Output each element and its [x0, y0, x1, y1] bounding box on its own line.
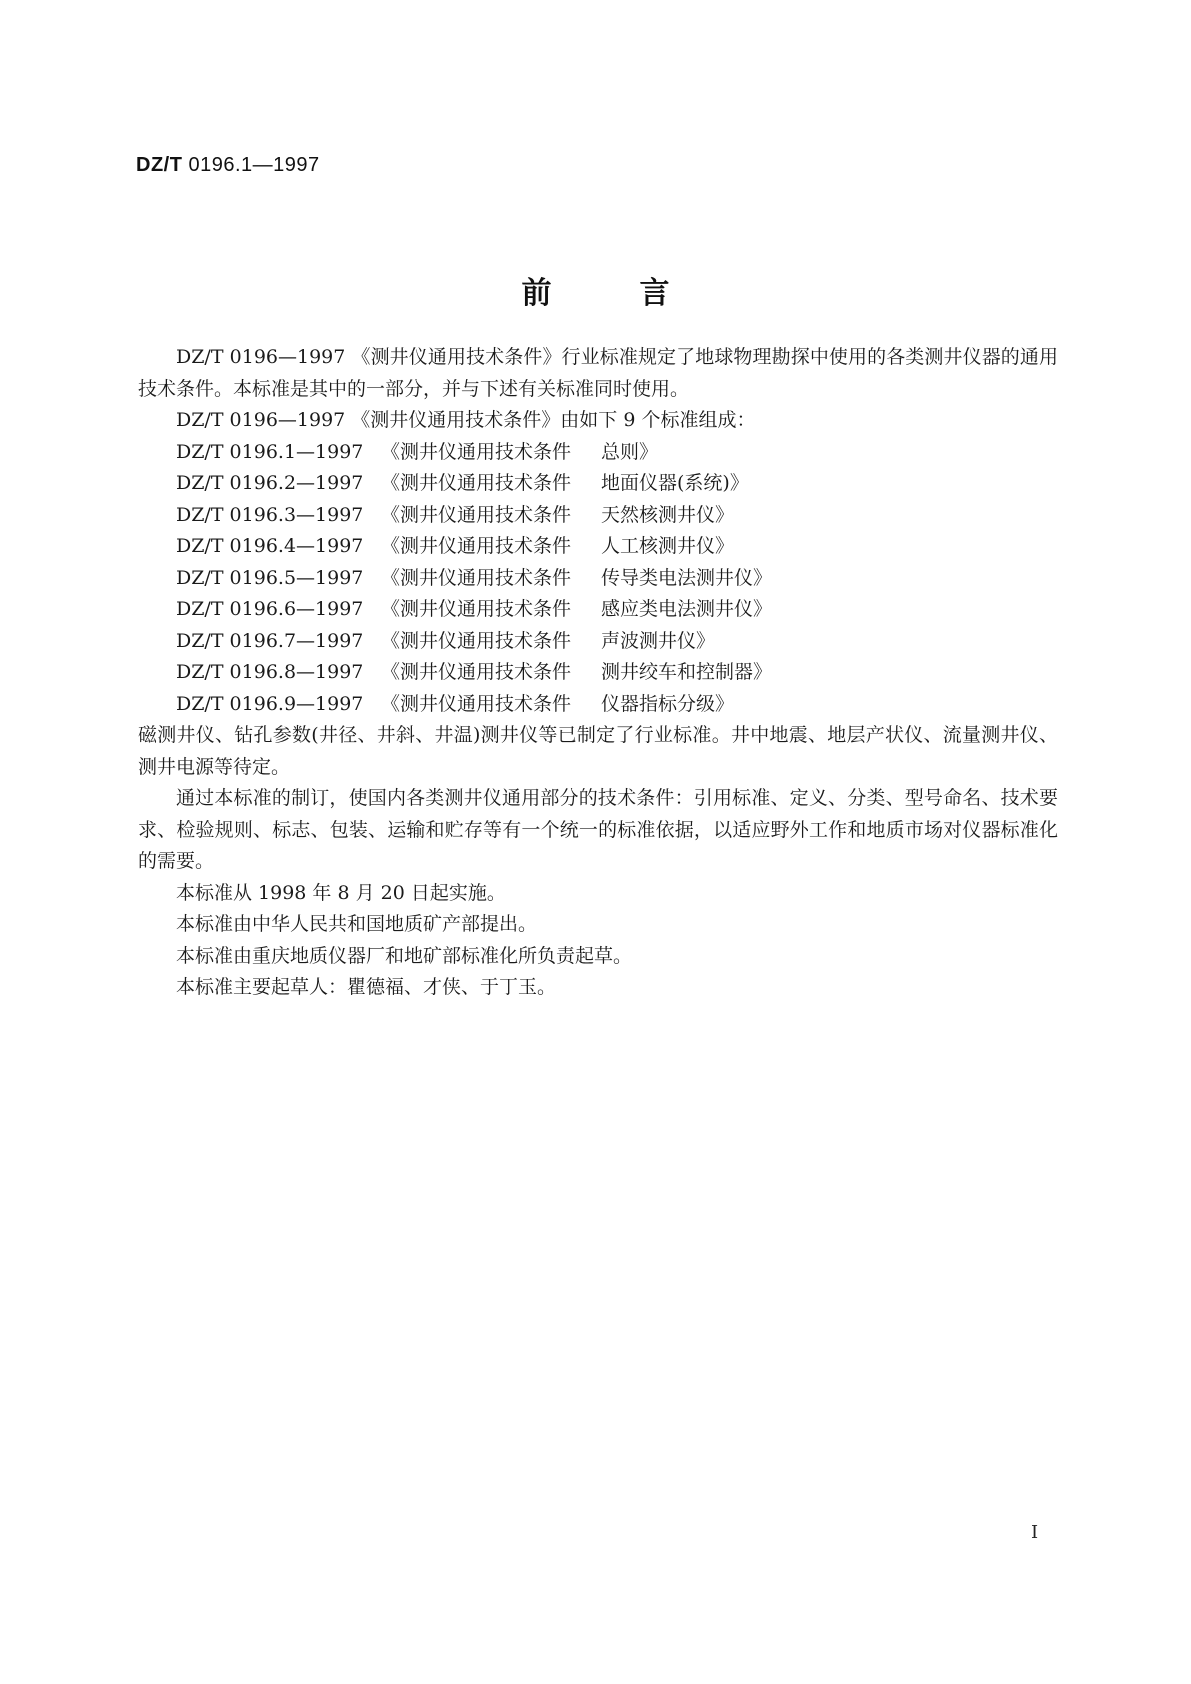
- list-item: [138, 531, 1058, 563]
- standard-name: 《测井仪通用技术条件: [381, 472, 572, 494]
- standard-part: 仪器指标分级》: [601, 692, 735, 715]
- proposed-by-paragraph: 本标准由中华人民共和国地质矿产部提出。: [176, 913, 538, 935]
- standard-name: 《测井仪通用技术条件: [381, 535, 572, 557]
- list-item: [138, 689, 1058, 721]
- standard-part: 声波测井仪》: [601, 629, 716, 652]
- standard-name: 《测井仪通用技术条件: [381, 661, 572, 683]
- standard-name: 《测井仪通用技术条件: [381, 566, 572, 589]
- standard-name: 《测井仪通用技术条件: [381, 692, 572, 715]
- standard-code: DZ/T 0196.8—1997: [176, 661, 364, 683]
- standard-code: DZ/T 0196.1—1997: [176, 440, 364, 463]
- list-item: [138, 437, 1058, 469]
- standard-name: 《测井仪通用技术条件: [381, 440, 572, 463]
- standard-code: DZ/T 0196.7—1997: [176, 629, 364, 652]
- intro-paragraph: DZ/T 0196—1997 《测井仪通用技术条件》行业标准规定了地球物理勘探中使用的各类测井仪器的通用技术条件。本标准是其中的一部分，并与下述有关标准同时使用。: [138, 346, 1058, 400]
- document-code-number: 0196.1—1997: [188, 154, 320, 176]
- drafted-by-paragraph: 本标准由重庆地质仪器厂和地矿部标准化所负责起草。: [176, 944, 633, 967]
- standard-name: 《测井仪通用技术条件: [381, 598, 572, 620]
- standard-code: DZ/T 0196.2—1997: [176, 472, 364, 494]
- list-item: [138, 594, 1058, 626]
- standard-part: 总则》: [601, 440, 659, 463]
- list-item: [138, 500, 1058, 532]
- standard-code: DZ/T 0196.4—1997: [176, 535, 364, 557]
- standard-code: DZ/T 0196.5—1997: [176, 566, 364, 589]
- document-code: [136, 154, 320, 177]
- effective-date-paragraph: 本标准从 1998 年 8 月 20 日起实施。: [176, 881, 506, 904]
- standard-part: 测井绞车和控制器》: [601, 661, 773, 683]
- standard-name: 《测井仪通用技术条件: [381, 503, 572, 526]
- page-title: 前言: [521, 276, 758, 311]
- standard-part: 地面仪器(系统)》: [601, 472, 749, 494]
- standard-part: 人工核测井仪》: [601, 535, 735, 557]
- standard-part: 天然核测井仪》: [601, 503, 735, 526]
- standard-part: 传导类电法测井仪》: [601, 566, 773, 589]
- standard-code: DZ/T 0196.9—1997: [176, 692, 364, 715]
- list-item: [138, 657, 1058, 689]
- list-item: [138, 626, 1058, 658]
- page-number: I: [1031, 1522, 1039, 1543]
- composition-paragraph: DZ/T 0196—1997 《测井仪通用技术条件》由如下 9 个标准组成：: [176, 409, 756, 431]
- standards-list: [138, 437, 1058, 721]
- standard-code: DZ/T 0196.3—1997: [176, 503, 364, 526]
- standard-part: 感应类电法测井仪》: [601, 598, 773, 620]
- list-item: [138, 563, 1058, 595]
- list-item: [138, 468, 1058, 500]
- standard-code: DZ/T 0196.6—1997: [176, 598, 364, 620]
- purpose-paragraph: 通过本标准的制订，使国内各类测井仪通用部分的技术条件：引用标准、定义、分类、型号命名、技术要求、检验规则、标志、包装、运输和贮存等有一个统一的标准依据，以适应野外工作和地质市场对仪器标准化的需要。: [138, 787, 1058, 872]
- drafters-paragraph: 本标准主要起草人：瞿德福、才侠、于丁玉。: [176, 976, 557, 998]
- standard-name: 《测井仪通用技术条件: [381, 629, 572, 652]
- pending-standards-paragraph: 磁测井仪、钻孔参数(井径、井斜、井温)测井仪等已制定了行业标准。井中地震、地层产状仪、流量测井仪、测井电源等待定。: [138, 724, 1058, 778]
- document-code-prefix: DZ/T: [136, 154, 183, 176]
- foreword-body: [138, 342, 1058, 1004]
